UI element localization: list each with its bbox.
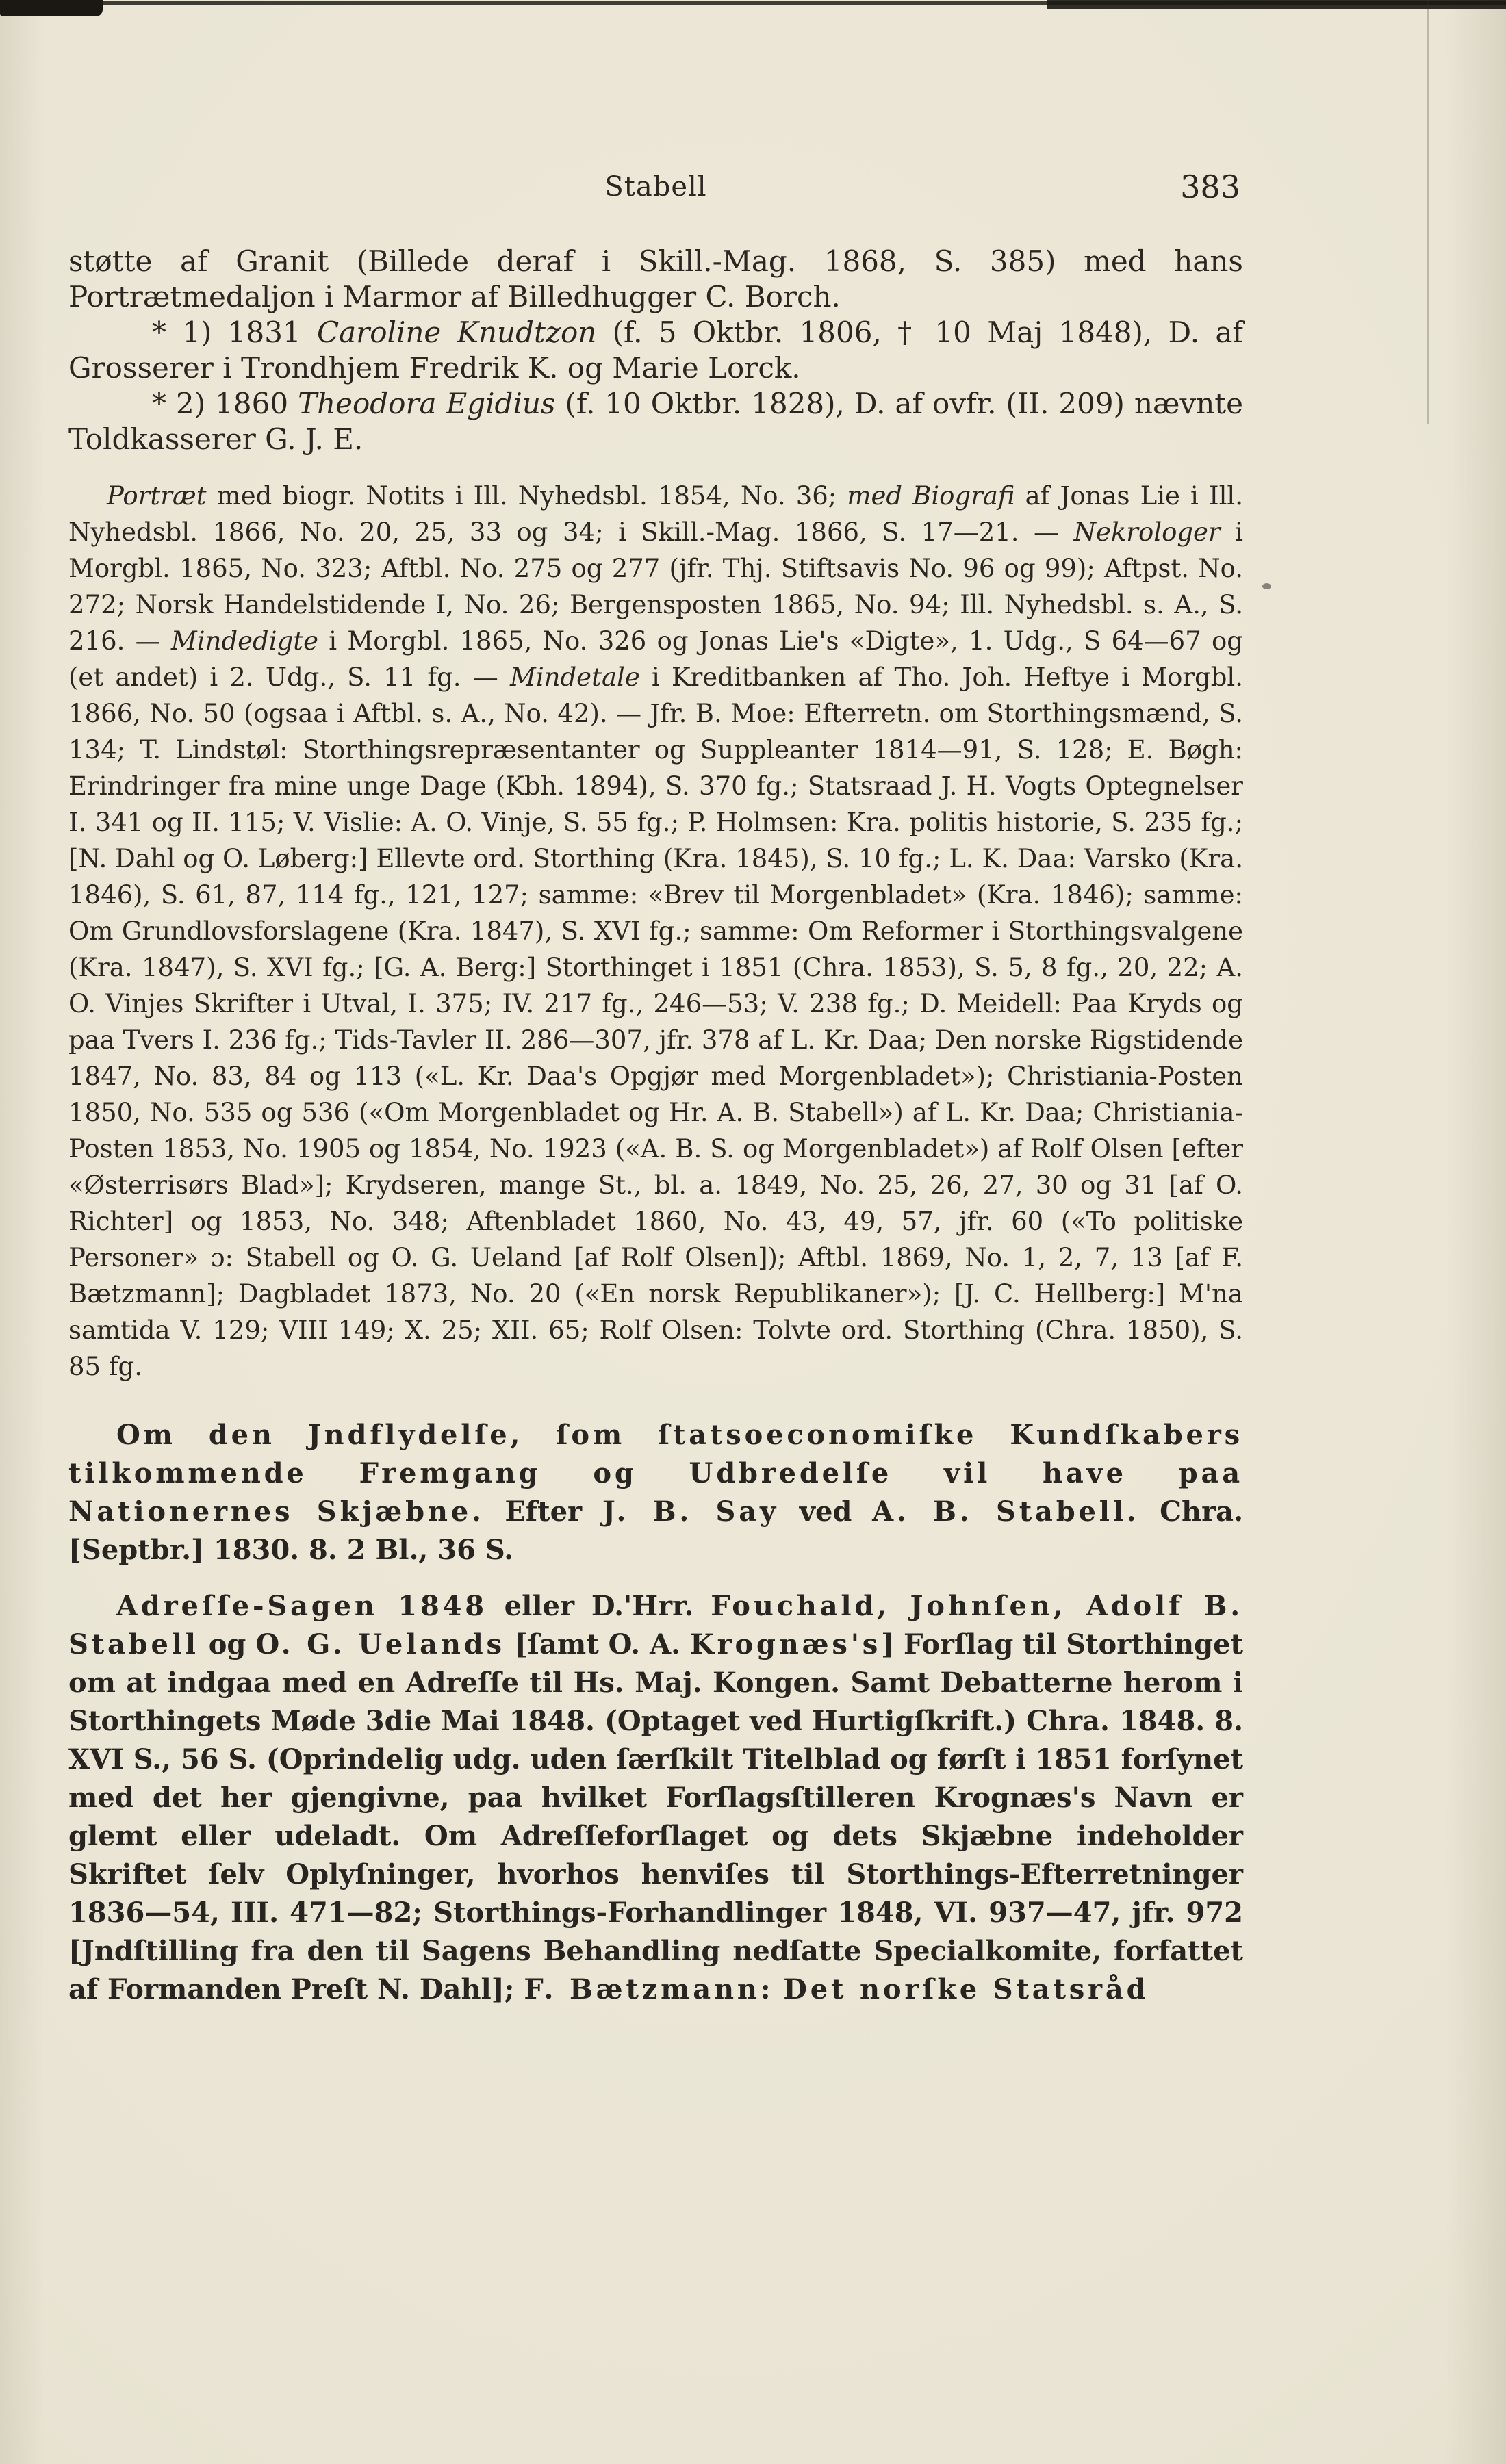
- marriage-1-paragraph: [68, 315, 1243, 386]
- text-segment: Chra. [Septbr.] 1830. 8. 2 Bl., 36 S.: [68, 1496, 1244, 1566]
- text-segment: (f. 5 Oktbr. 1806, † 10 Maj 1848), D. af Grosserer i Trondhjem Fredrik K. og Marie Lorck.: [68, 316, 1243, 385]
- text-segment: Om den Jndflydelſe, ſom ſtatsoeconomiſke Kundſkabers tilkommende Fremgang og Udbredelſe vil have paa Nationernes Skjæbne.: [68, 1419, 1243, 1528]
- marriage-2-paragraph: [68, 386, 1243, 457]
- text-segment: i Kreditbanken af Tho. Joh. Heftye i Morgbl. 1866, No. 50 (ogsaa i Aftbl. s. A., No. 42). — Jfr. B. Moe: Efterretn. om Storthingsmænd, S. 134; T. Lindstøl: Storthingsrepræsentanter og Suppleanter 1814—91, S. 128; E. Bøgh: Erindringer fra mine unge Dage (Kbh. 1894), S. 370 fg.; Statsraad J. H. Vogts Optegnelser I. 341 og II. 115; V. Vislie: A. O. Vinje, S. 55 fg.; P. Holmsen: Kra. politis historie, S. 235 fg.; [N. Dahl og O. Løberg:] Ellevte ord. Storthing (Kra. 1845), S. 10 fg.; L. K. Daa: Varsko (Kra. 1846), S. 61, 87, 114 fg., 121, 127; samme: «Brev til Morgenbladet» (Kra. 1846); samme: Om Grundlovsforslagene (Kra. 1847), S. XVI fg.; samme: Om Reformer i Storthingsvalgene (Kra. 1847), S. XVI fg.; [G. A. Berg:] Storthinget i 1851 (Chra. 1853), S. 5, 8 fg., 20, 22; A. O. Vinjes Skrifter i Utval, I. 375; IV. 217 fg., 246—53; V. 238 fg.; D. Meidell: Paa Kryds og paa Tvers I. 236 fg.; Tids-Tavler II. 286—307, jfr. 378 af L. Kr. Daa; Den norske Rigstidende 1847, No. 83, 84 og 113 («L. Kr. Daa's Opgjør med Morgenbladet»); Christiania-Posten 1850, No. 535 og 536 («Om Morgenbladet og Hr. A. B. Stabell») af L. Kr. Daa; Christiania-Posten 1853, No. 1905 og 1854, No. 1923 («A. B. S. og Morgenbladet») af Rolf Olsen [efter «Østerrisørs Blad»]; Krydseren, mange St., bl. a. 1849, No. 25, 26, 27, 30 og 31 [af O. Richter] og 1853, No. 348; Aftenbladet 1860, No. 43, 49, 57, jfr. 60 («To politiske Personer» ɔ: Stabell og O. G. Ueland [af Rolf Olsen]); Aftbl. 1869, No. 1, 2, 7, 13 [af F. Bætzmann]; Dagbladet 1873, No. 20 («En norsk Republikaner»); [J. C. Hellberg:] M'na samtida V. 129; VIII 149; X. 25; XII. 65; Rolf Olsen: Tolvte ord. Storthing (Chra. 1850), S. 85 fg.: [68, 663, 1243, 1381]
- text-segment: * 2) 1860: [152, 387, 298, 420]
- work-entry-2-paragraph: [68, 1587, 1243, 2009]
- text-segment: Efter: [484, 1496, 602, 1528]
- text-segment: * 1) 1831: [152, 316, 317, 349]
- work-entry-1-paragraph: [68, 1416, 1243, 1569]
- text-segment: [774, 1973, 783, 2005]
- text-segment: Mindedigte: [170, 626, 319, 656]
- text-segment: Fouchald, Johnſen, Adolf B. Stabell: [68, 1590, 1243, 1660]
- text-segment: af Jonas Lie i Ill. Nyhedsbl. 1866, No. 20, 25, 33 og 34; i Skill.-Mag. 1866, S. 17—21. —: [68, 481, 1243, 547]
- page-number: 383: [1180, 168, 1240, 205]
- text-segment: Theodora Egidius: [298, 387, 556, 420]
- intro-paragraph: [68, 244, 1243, 315]
- text-segment: ] Forſlag til Storthinget om at indgaa med en Adreſſe til Hs. Maj. Kongen. Samt Debatterne herom i Storthingets Møde 3die Mai 1848. (Optaget ved Hurtigſkrift.) Chra. 1848. 8. XVI S., 56 S. (Oprindelig udg. uden ſærſkilt Titelblad og førſt i 1851 forſynet med det her gjengivne, paa hvilket Forſlagsſtilleren Krognæs's Navn er glemt eller udeladt. Om Adreſſeforſlaget og dets Skjæbne indeholder Skriftet ſelv Oplyſninger, hvorhos henviſes til Storthings-Efterretninger 1836—54, III. 471—82; Storthings-Forhandlinger 1848, VI. 937—47, jfr. 972 [Jndſtilling fra den til Sagens Behandling nedſatte Specialkomite, forfattet af Formanden Preſt N. Dahl];: [68, 1628, 1244, 2005]
- bibliography-paragraph: [68, 478, 1243, 1385]
- scan-artifact-ink-speck: [1262, 583, 1271, 589]
- text-column: [68, 168, 1244, 2009]
- text-segment: ved: [779, 1496, 873, 1528]
- text-segment: Mindetale: [509, 663, 640, 692]
- text-segment: og: [199, 1628, 256, 1660]
- text-segment: med biogr. Notits i Ill. Nyhedsbl. 1854, No. 36;: [206, 481, 847, 511]
- text-segment: J. B. Say: [602, 1496, 780, 1528]
- text-segment: A. B. Stabell.: [872, 1496, 1140, 1528]
- page-header: [68, 168, 1243, 211]
- text-segment: støtte af Granit (Billede deraf i Skill.-Mag. 1868, S. 385) med hans Portrætmedaljon i Marmor af Billedhugger C. Borch.: [68, 244, 1243, 313]
- text-segment: Det norſke Statsråd: [783, 1973, 1149, 2005]
- text-segment: O. G. Uelands: [255, 1628, 505, 1660]
- text-segment: (f. 10 Oktbr. 1828), D. af ovfr. (II. 209) nævnte Toldkasserer G. J. E.: [68, 387, 1243, 456]
- text-segment: Portræt: [107, 481, 207, 511]
- text-segment: i Morgbl. 1865, No. 326 og Jonas Lie's «Digte», 1. Udg., S 64—67 og (et andet) i 2. Udg., S. 11 fg. —: [68, 626, 1243, 692]
- text-segment: Adreſſe-Sagen 1848: [116, 1590, 487, 1622]
- text-segment: eller D.'Hrr.: [487, 1590, 711, 1622]
- scan-artifact-right-crease: [1427, 0, 1429, 424]
- scan-artifact-top-right-band: [1047, 0, 1506, 9]
- text-segment: F. Bætzmann:: [524, 1973, 774, 2005]
- text-segment: Nekrologer: [1073, 517, 1221, 547]
- scan-artifact-top-left-blob: [0, 0, 103, 16]
- text-segment: i Morgbl. 1865, No. 323; Aftbl. No. 275 og 277 (jfr. Thj. Stiftsavis No. 96 og 99); Aftpst. No. 272; Norsk Handelstidende I, No. 26; Bergensposten 1865, No. 94; Ill. Nyhedsbl. s. A., S. 216. —: [68, 517, 1243, 656]
- text-segment: [ſamt O. A.: [505, 1628, 691, 1660]
- text-segment: Caroline Knudtzon: [316, 316, 597, 349]
- text-segment: med Biografi: [847, 481, 1015, 511]
- text-segment: Krognæs's: [690, 1628, 882, 1660]
- running-title: Stabell: [604, 171, 707, 203]
